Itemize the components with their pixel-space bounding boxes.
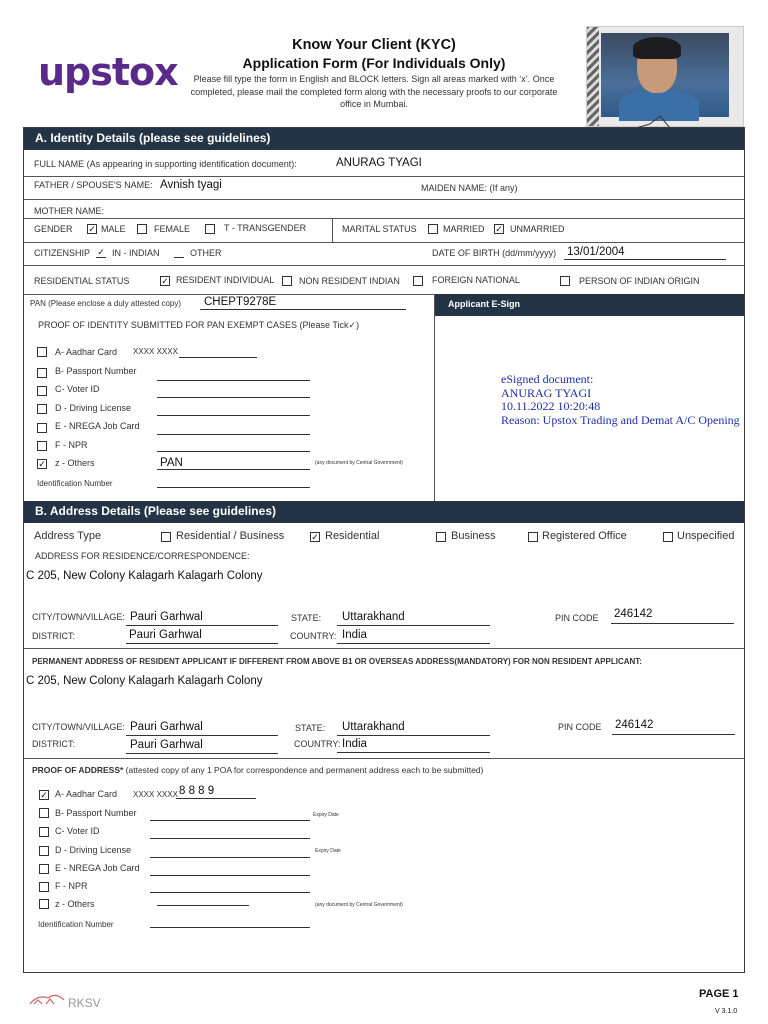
citizenship-indian-label: IN - INDIAN <box>112 248 160 258</box>
nri-label: NON RESIDENT INDIAN <box>299 276 400 286</box>
upstox-logo: upstox <box>38 50 178 94</box>
mother-name-label: MOTHER NAME: <box>34 206 105 216</box>
perm-city-label: CITY/TOWN/VILLAGE: <box>32 722 125 732</box>
state-label: STATE: <box>291 613 322 623</box>
gender-tg-label: T - TRANSGENDER <box>224 223 307 233</box>
poa-driving-checkbox[interactable] <box>39 846 49 856</box>
type-registered-office-label: Registered Office <box>542 530 627 542</box>
rksv-brand: RKSV <box>68 996 101 1010</box>
page-number: PAGE 1 <box>699 988 739 1000</box>
poa-identification-number-label: Identification Number <box>38 920 114 929</box>
perm-pin-label: PIN CODE <box>558 722 602 732</box>
type-residential-label: Residential <box>325 530 380 542</box>
poa-passport-label: B- Passport Number <box>55 808 137 818</box>
dob-label: DATE OF BIRTH (dd/mm/yyyy) <box>432 248 557 258</box>
unmarried-label: UNMARRIED <box>510 224 565 234</box>
married-label: MARRIED <box>443 224 485 234</box>
esign-line-4: Reason: Upstox Trading and Demat A/C Opening <box>501 412 740 427</box>
poa-driving-label: D - Driving License <box>55 845 132 855</box>
form-instructions: Please fill type the form in English and BLOCK letters. Sign all areas marked with ‘x’. Once completed, please mail the completed form along with the necessary proofs to our corporate office in Mumbai. <box>190 74 558 109</box>
poa-gov-note: (any document by Central Government) <box>315 902 403 908</box>
esign-header: Applicant E-Sign <box>435 294 744 316</box>
type-business-checkbox[interactable] <box>436 532 446 542</box>
poi-others-checkbox[interactable]: ✓ <box>38 459 46 469</box>
poa-passport-expiry: Expiry Date <box>313 812 339 818</box>
gender-female-checkbox[interactable] <box>137 224 147 234</box>
city-label: CITY/TOWN/VILLAGE: <box>32 612 125 622</box>
poa-others-label: z - Others <box>55 899 95 909</box>
gender-female-label: FEMALE <box>154 224 191 234</box>
poi-aadhar-checkbox[interactable] <box>37 347 47 357</box>
pan-value[interactable]: CHEPT9278E <box>204 296 277 308</box>
poa-nrega-checkbox[interactable] <box>39 864 49 874</box>
residential-status-label: RESIDENTIAL STATUS <box>34 276 130 286</box>
type-unspecified-checkbox[interactable] <box>663 532 673 542</box>
gender-tg-checkbox[interactable] <box>205 224 215 234</box>
poi-aadhar-mask: XXXX XXXX <box>133 347 178 356</box>
poa-npr-checkbox[interactable] <box>39 882 49 892</box>
type-res-business-label: Residential / Business <box>176 530 285 542</box>
form-subtitle: Application Form (For Individuals Only) <box>242 55 506 71</box>
gender-label: GENDER <box>34 224 73 234</box>
marital-status-label: MARITAL STATUS <box>342 224 417 234</box>
poa-aadhar-mask: XXXX XXXX <box>133 790 178 799</box>
poi-aadhar-label: A- Aadhar Card <box>55 347 118 357</box>
citizenship-indian-checkbox[interactable]: ✓ <box>97 247 105 257</box>
unmarried-checkbox[interactable]: ✓ <box>495 224 503 234</box>
poa-voter-label: C- Voter ID <box>55 826 100 836</box>
poi-driving-checkbox[interactable] <box>37 404 47 414</box>
poa-label <box>32 765 483 775</box>
type-unspecified-label: Unspecified <box>677 530 735 542</box>
district-label: DISTRICT: <box>32 631 76 641</box>
type-res-business-checkbox[interactable] <box>161 532 171 542</box>
poa-others-checkbox[interactable] <box>39 899 49 909</box>
poi-nrega-label: E - NREGA Job Card <box>55 421 140 431</box>
esign-line-1: eSigned document: <box>501 372 594 386</box>
identification-number-label: Identification Number <box>37 479 113 488</box>
poa-aadhar-label: A- Aadhar Card <box>55 789 118 799</box>
gov-doc-note: (any document by Central Government) <box>315 460 403 466</box>
poi-npr-label: F - NPR <box>55 440 88 450</box>
esign-line-3: 10.11.2022 10:20:48 <box>501 399 601 413</box>
poa-note: (attested copy of any 1 POA for correspondence and permanent address each to be submitted) <box>123 765 484 775</box>
pin-value[interactable]: 246142 <box>614 608 653 620</box>
perm-country-value[interactable]: India <box>342 738 367 750</box>
maiden-name-label: MAIDEN NAME: (If any) <box>421 183 518 193</box>
poa-passport-checkbox[interactable] <box>39 808 49 818</box>
permanent-address-value[interactable]: C 205, New Colony Kalagarh Kalagarh Colony <box>26 675 263 687</box>
gender-male-label: MALE <box>101 224 126 234</box>
foreign-national-checkbox[interactable] <box>413 276 423 286</box>
perm-state-label: STATE: <box>295 723 326 733</box>
perm-district-label: DISTRICT: <box>32 739 76 749</box>
poa-npr-label: F - NPR <box>55 881 88 891</box>
esign-line-2: ANURAG TYAGI <box>501 385 592 400</box>
citizenship-label: CITIZENSHIP <box>34 248 91 258</box>
state-value[interactable]: Uttarakhand <box>342 611 405 623</box>
poi-others-label: z - Others <box>55 458 95 468</box>
permanent-address-label: PERMANENT ADDRESS OF RESIDENT APPLICANT IF DIFFERENT FROM ABOVE B1 OR OVERSEAS ADDRESS(MANDATORY) FOR NON RESIDENT APPLICANT: <box>32 657 642 666</box>
dob-value[interactable]: 13/01/2004 <box>567 246 625 258</box>
full-name-label: FULL NAME (As appearing in supporting identification document): <box>34 159 297 169</box>
poi-voter-checkbox[interactable] <box>37 386 47 396</box>
poa-nrega-label: E - NREGA Job Card <box>55 863 140 873</box>
poi-passport-label: B- Passport Number <box>55 366 137 376</box>
gender-male-checkbox[interactable]: ✓ <box>88 224 96 234</box>
poi-driving-label: D - Driving License <box>55 403 132 413</box>
citizenship-other-checkbox[interactable] <box>174 248 184 258</box>
perm-district-value[interactable]: Pauri Garhwal <box>130 739 203 751</box>
nri-checkbox[interactable] <box>282 276 292 286</box>
poi-voter-label: C- Voter ID <box>55 384 100 394</box>
poa-aadhar-checkbox[interactable]: ✓ <box>40 790 48 800</box>
father-name-label: FATHER / SPOUSE'S NAME: <box>34 180 153 190</box>
poi-npr-checkbox[interactable] <box>37 441 47 451</box>
poa-label-bold: PROOF OF ADDRESS* <box>32 765 124 775</box>
perm-country-label: COUNTRY: <box>294 739 341 749</box>
pio-label: PERSON OF INDIAN ORIGIN <box>579 276 700 286</box>
perm-state-value[interactable]: Uttarakhand <box>342 721 405 733</box>
form-version: V 3.1.0 <box>715 1008 738 1015</box>
country-value[interactable]: India <box>342 629 367 641</box>
type-business-label: Business <box>451 530 496 542</box>
poi-passport-checkbox[interactable] <box>37 368 47 378</box>
country-label: COUNTRY: <box>290 631 337 641</box>
full-name-value[interactable]: ANURAG TYAGI <box>336 157 422 169</box>
pan-label: PAN (Please enclose a duly attested copy) <box>30 299 182 308</box>
correspondence-address-label: ADDRESS FOR RESIDENCE/CORRESPONDENCE: <box>35 551 250 561</box>
father-name-value[interactable]: Avnish tyagi <box>160 179 222 191</box>
poa-aadhar-digits[interactable]: 8 8 8 9 <box>179 785 215 797</box>
esign-block <box>501 373 740 427</box>
address-type-label: Address Type <box>34 530 102 542</box>
proof-identity-label: PROOF OF IDENTITY SUBMITTED FOR PAN EXEMPT CASES (Please Tick✓) <box>38 320 360 330</box>
perm-city-value[interactable]: Pauri Garhwal <box>130 721 203 733</box>
poi-others-value[interactable]: PAN <box>160 457 183 469</box>
district-value[interactable]: Pauri Garhwal <box>129 629 202 641</box>
resident-individual-checkbox[interactable]: ✓ <box>161 276 169 286</box>
poi-nrega-checkbox[interactable] <box>37 423 47 433</box>
section-a-header: A. Identity Details (please see guidelines) <box>24 128 744 150</box>
citizenship-other-label: OTHER <box>190 248 222 258</box>
type-registered-office-checkbox[interactable] <box>528 532 538 542</box>
city-value[interactable]: Pauri Garhwal <box>130 611 203 623</box>
section-b-header: B. Address Details (Please see guidelines) <box>24 501 744 523</box>
pin-label: PIN CODE <box>555 613 599 623</box>
form-title: Know Your Client (KYC) <box>292 37 456 53</box>
perm-pin-value[interactable]: 246142 <box>615 719 654 731</box>
poa-voter-checkbox[interactable] <box>39 827 49 837</box>
married-checkbox[interactable] <box>428 224 438 234</box>
pio-checkbox[interactable] <box>560 276 570 286</box>
kyc-form-frame <box>23 127 745 973</box>
foreign-national-label: FOREIGN NATIONAL <box>432 275 520 285</box>
resident-individual-label: RESIDENT INDIVIDUAL <box>176 275 275 285</box>
type-residential-checkbox[interactable]: ✓ <box>311 532 319 542</box>
poa-driving-expiry: Expiry Date <box>315 848 341 854</box>
correspondence-address-value[interactable]: C 205, New Colony Kalagarh Kalagarh Colony <box>26 570 263 582</box>
